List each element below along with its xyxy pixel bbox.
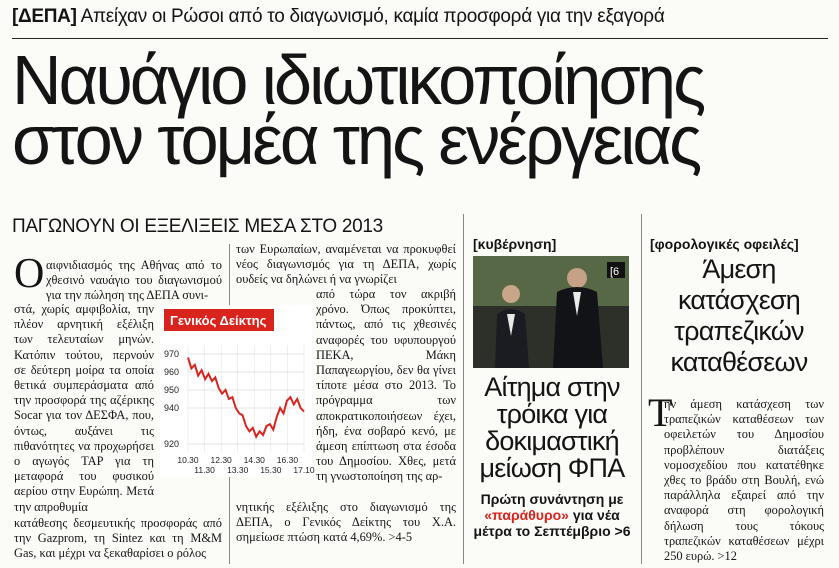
chart-x-tick-label: 10.30	[177, 455, 199, 465]
index-chart	[160, 305, 315, 477]
sidebar2-body: ην άμεση κατάσχεση των τραπεζικών καταθέσεων των οφειλετών του Δημοσίου προβλέπουν διατάξεις νομοσχεδίου που κατατέθηκε χθες το βράδυ στη Βουλή, ενώ παράλληλα εξαιρεί από την αναφορά στη φορολογική δήλωση τους τόκους τραπεζικών καταθέσεων μέχρι 250 ευρώ. >12	[664, 397, 824, 564]
chart-x-tick-label: 12.30	[210, 455, 232, 465]
chart-x-tick-label: 16.30	[276, 455, 299, 465]
article-paragraph-6: νητικής εξέλιξης στο διαγωνισμό της ΔΕΠΑ, ο Γενικός Δείκτης του Χ.Α. σημείωσε πτώση κατά 4,69%. >4-5	[236, 500, 456, 545]
sidebar1-headline: Αίτημα στην τρόικα για δοκιμαστική μείωση ΦΠΑ	[479, 372, 625, 483]
sidebar1-subhead	[470, 491, 634, 539]
officials-photo	[473, 256, 629, 368]
column-divider-2	[463, 214, 464, 564]
article-paragraph-2: στά, χωρίς αμφιβολία, την πλέον αρνητική εξέλιξη των τελευταίων μηνών. Κατόπιν τούτου, περνούν σε δεύτερη μοίρα τα οποία θετικά συμπεράσματα από την προσφορά της αζέρικης Socar για τον ΔΕΣΦΑ, που, όντως, αυξάνει τις πιθανότητες να προχωρήσει ο αγωγός TAP για τη μεταφορά του φυσικού αερίου στην Ευρώπη. Μετά την απροθυμία	[14, 302, 154, 514]
chart-y-tick-label: 950	[164, 385, 180, 395]
article-dropcap: Ο	[14, 251, 45, 297]
sidebar1-kicker: [κυβέρνηση]	[473, 236, 557, 252]
headline-line-2: στον τομέα της ενέργειας	[12, 101, 700, 179]
sidebar2-dropcap: Τ	[648, 390, 673, 435]
article-paragraph-5: από τώρα τον ακριβή χρόνο. Όπως προκύπτει, πάντως, από τις χθεσινές αναφορές του υφυπουργού ΠΕΚΑ, Μάκη Παπαγεωργίου, δεν θα γίνει τίποτε μέσα στο 2013. Το πρόγραμμα των αποκρατικοποιήσεων έχει, ήδη, ένα σοβαρό κενό, με άμεση επίπτωση στα έσοδα του Δημοσίου. Χθες, μετά τη γνωστοποίηση της αρ-	[316, 287, 456, 484]
sidebar1-sub-pre: Πρώτη συνάντηση με	[480, 491, 624, 507]
article-paragraph-1: αιφνιδιασμός της Αθήνας από το χθεσινό ναυάγιο του διαγωνισμού για την πώληση της ΔΕΠΑ συνι-	[46, 258, 222, 303]
chart-svg	[160, 305, 315, 477]
photo-badge: [6	[610, 266, 620, 278]
chart-y-tick-label: 940	[164, 403, 180, 413]
chart-y-tick-label: 970	[164, 349, 180, 359]
article-paragraph-3: κατάθεσης δεσμευτικής προσφοράς από την Gazprom, τη Sintez και τη M&M Gas, και μέχρι να ξεκαθαρίσει ο ρόλος	[14, 516, 222, 561]
article-kicker	[12, 6, 665, 28]
chart-x-tick-label: 11.30	[194, 465, 215, 475]
article-paragraph-4: των Ευρωπαίων, αναμένεται να προκυφθεί νέος διαγωνισμός για τη ΔΕΠΑ, χωρίς ουδείς να δηλώνει ή να γνωρίζει	[236, 242, 456, 287]
chart-x-tick-label: 17.10	[293, 465, 315, 475]
sidebar2-kicker: [φορολογικές οφειλές]	[650, 236, 799, 252]
main-headline	[12, 41, 816, 179]
subhead: ΠΑΓΩΝΟΥΝ ΟΙ ΕΞΕΛΙΞΕΙΣ ΜΕΣΑ ΣΤΟ 2013	[12, 216, 383, 237]
chart-x-tick-label: 13.30	[227, 465, 249, 475]
kicker-tag: [ΔΕΠΑ]	[12, 6, 77, 27]
chart-y-tick-label: 920	[164, 439, 180, 449]
sidebar2-headline: Άμεση κατάσχεση τραπεζικών καταθέσεων	[670, 254, 808, 377]
headline-line-1: Ναυάγιο ιδιωτικοποίησης	[12, 41, 704, 119]
chart-title: Γενικός Δείκτης	[170, 313, 267, 328]
photo-illustration	[473, 256, 629, 368]
top-rule	[12, 38, 828, 39]
chart-y-tick-label: 960	[164, 367, 180, 377]
chart-x-tick-label: 14.30	[243, 455, 265, 465]
sidebar1-sub-post: για νέα μέτρα το Σεπτέμβριο >6	[473, 507, 631, 539]
sidebar1-sub-quote: «παράθυρο»	[484, 507, 569, 523]
kicker-text: Απείχαν οι Ρώσοι από το διαγωνισμό, καμία προσφορά για την εξαγορά	[80, 6, 665, 27]
chart-x-tick-label: 15.30	[260, 465, 282, 475]
column-divider-3	[641, 214, 642, 564]
